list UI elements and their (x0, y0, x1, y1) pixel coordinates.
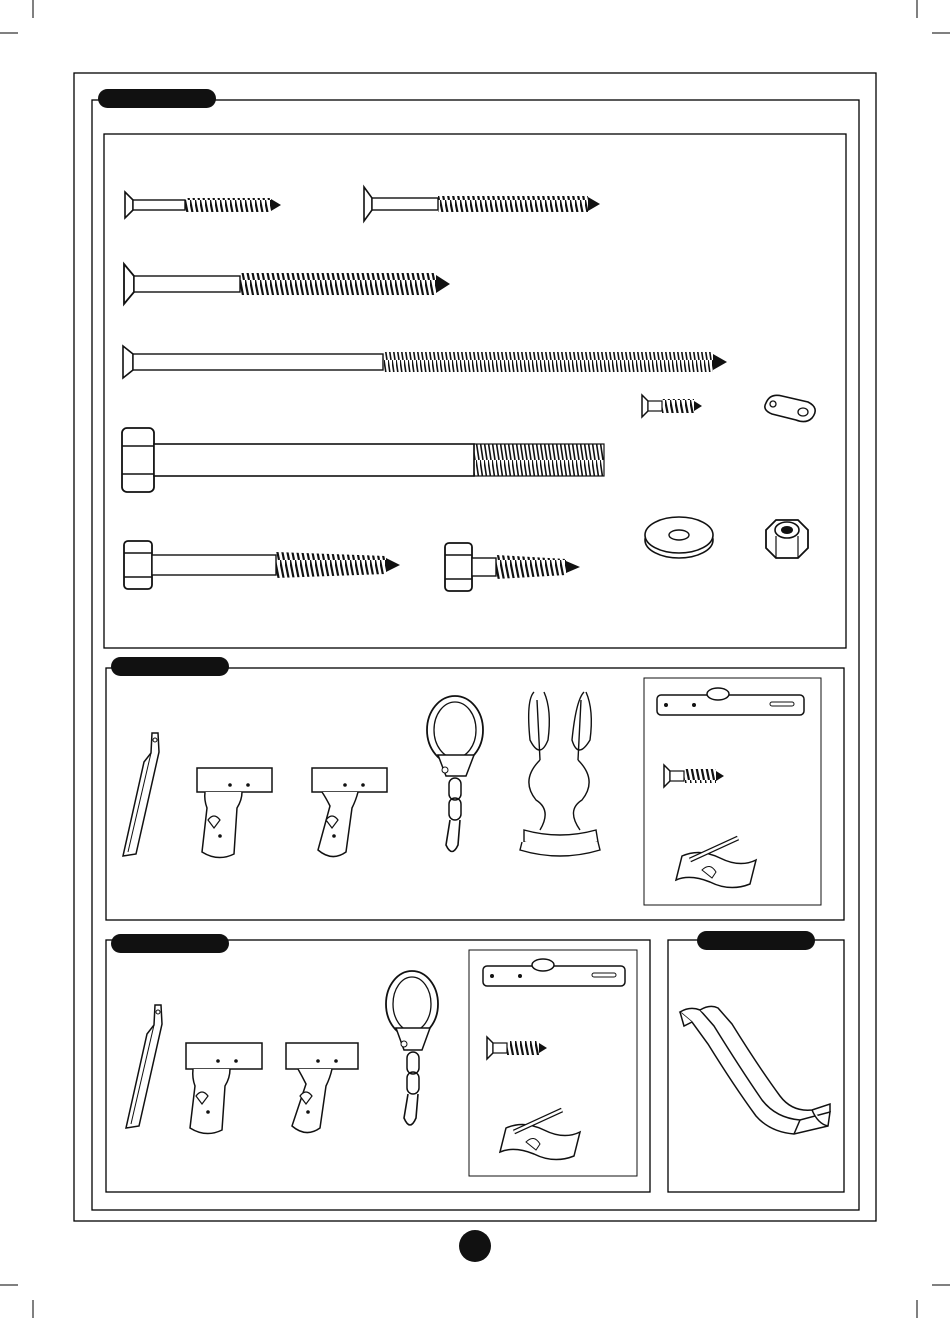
toddler-swing-seat-icon (520, 692, 600, 856)
pivot-hinge-icon (676, 838, 756, 888)
section-label-tab (98, 89, 216, 108)
t-bracket-icon (186, 1043, 262, 1134)
slide-icon (680, 1006, 830, 1134)
bracket-plate-icon (657, 688, 804, 715)
ground-stake-icon (123, 733, 159, 856)
swing-hanger-icon (386, 971, 438, 1125)
pivot-hinge-icon (500, 1110, 580, 1160)
wood-screw-short-icon (125, 192, 281, 218)
small-screw-icon (487, 1037, 547, 1059)
small-screw-icon (664, 765, 724, 787)
t-bracket-icon (312, 768, 387, 857)
hex-bolt-icon (122, 428, 604, 492)
lock-nut-icon (766, 520, 808, 558)
section-label-tab (697, 931, 815, 950)
wood-screw-long-icon (124, 264, 450, 304)
swing-kit-section-a (106, 657, 844, 920)
bracket-plate-icon (483, 959, 625, 986)
slide-section (668, 931, 844, 1192)
wood-screw-extra-long-icon (123, 346, 727, 378)
flat-washer-icon (645, 517, 713, 558)
t-bracket-icon (286, 1043, 358, 1133)
ground-stake-icon (126, 1005, 162, 1128)
section-label-tab (111, 934, 229, 953)
lag-screw-long-icon (124, 541, 400, 589)
page-number (459, 1230, 491, 1262)
section-label-tab (111, 657, 229, 676)
small-screw-icon (642, 395, 702, 417)
wood-screw-medium-icon (364, 187, 600, 221)
swing-hanger-clip-icon (765, 395, 815, 421)
swing-kit-section-b (106, 934, 650, 1192)
t-bracket-icon (197, 768, 272, 858)
swing-hanger-icon (427, 696, 483, 852)
lag-screw-short-icon (445, 543, 580, 591)
